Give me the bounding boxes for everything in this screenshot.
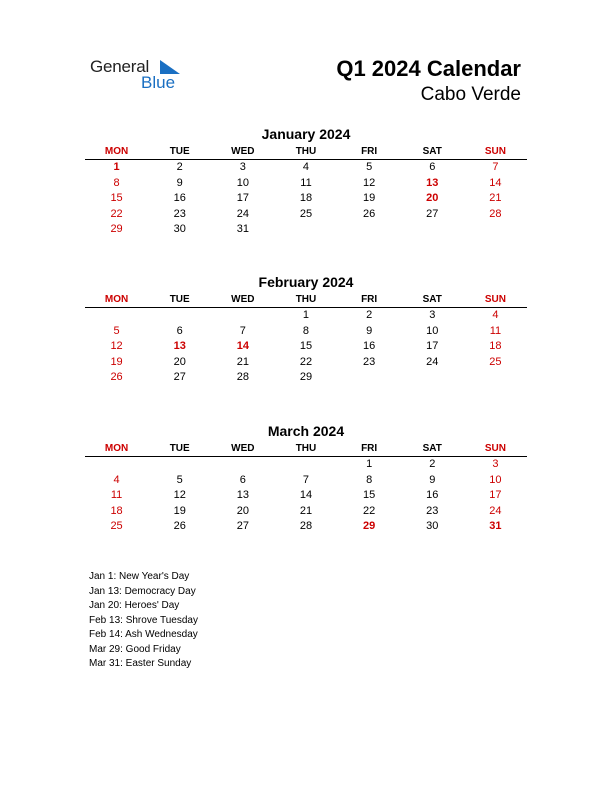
page-title: Q1 2024 Calendar xyxy=(336,56,521,81)
day-cell: 16 xyxy=(426,489,439,501)
day-cell xyxy=(338,222,401,238)
weekday-label: TUE xyxy=(169,443,190,454)
day-cell: 4 xyxy=(302,161,310,173)
day-cell: 15 xyxy=(363,489,376,501)
week-row xyxy=(85,176,527,192)
holiday-item: Feb 14: Ash Wednesday xyxy=(89,629,198,640)
day-cell: 12 xyxy=(363,176,376,189)
logo-word-blue: Blue xyxy=(141,73,176,92)
day-cell: 2 xyxy=(429,458,436,470)
weekday-label: FRI xyxy=(361,146,378,157)
day-cell: 17 xyxy=(489,489,502,501)
day-cell: 30 xyxy=(426,520,439,532)
day-cell xyxy=(464,370,527,386)
day-cell xyxy=(211,457,274,473)
day-cell: 1 xyxy=(302,309,310,321)
logo-triangle-icon xyxy=(160,60,180,74)
day-cell: 6 xyxy=(239,473,246,486)
day-cell: 23 xyxy=(426,504,439,517)
day-cell: 18 xyxy=(299,192,313,204)
day-cell: 28 xyxy=(299,520,313,532)
day-cell xyxy=(401,222,464,238)
day-cell: 2 xyxy=(176,161,183,173)
logo-word-general: General xyxy=(90,57,150,76)
weekday-header xyxy=(85,144,527,160)
day-cell: 21 xyxy=(489,192,502,204)
holiday-item: Jan 1: New Year's Day xyxy=(89,571,190,582)
day-cell: 28 xyxy=(236,371,249,383)
day-cell: 14 xyxy=(236,340,249,352)
week-row xyxy=(85,504,527,520)
day-cell: 9 xyxy=(176,176,183,189)
day-cell: 13 xyxy=(173,340,186,352)
day-cell: 3 xyxy=(429,309,436,321)
week-row xyxy=(85,207,527,223)
day-cell: 25 xyxy=(299,207,313,220)
day-cell: 13 xyxy=(236,489,249,501)
day-cell: 20 xyxy=(173,355,186,368)
day-cell: 1 xyxy=(366,458,373,470)
weekday-label: MON xyxy=(104,294,129,305)
day-cell: 14 xyxy=(489,176,502,189)
week-row xyxy=(85,457,527,473)
day-cell: 19 xyxy=(363,192,376,204)
weekday-label: THU xyxy=(295,146,317,157)
week-row xyxy=(85,191,527,207)
day-cell: 18 xyxy=(110,504,123,517)
day-cell: 27 xyxy=(236,520,249,532)
day-cell: 24 xyxy=(489,504,502,517)
week-row xyxy=(85,370,527,386)
day-cell: 26 xyxy=(363,207,376,220)
day-cell xyxy=(85,457,148,473)
generalblue-logo xyxy=(90,57,190,91)
weekday-label: TUE xyxy=(169,146,190,157)
day-cell: 10 xyxy=(236,176,249,189)
day-cell: 26 xyxy=(110,371,123,383)
day-cell: 3 xyxy=(239,161,246,173)
day-cell: 9 xyxy=(429,473,436,486)
weekday-label: SUN xyxy=(484,146,506,157)
day-cell: 31 xyxy=(489,520,502,532)
day-cell: 11 xyxy=(300,176,312,189)
day-cell: 5 xyxy=(176,473,183,486)
day-cell: 7 xyxy=(492,161,499,173)
weekday-label: FRI xyxy=(361,294,378,305)
holiday-list xyxy=(89,570,198,672)
month-block xyxy=(85,422,527,535)
holiday-item: Feb 13: Shrove Tuesday xyxy=(89,614,198,626)
day-cell: 31 xyxy=(236,223,249,235)
day-cell: 24 xyxy=(236,207,249,220)
day-cell: 25 xyxy=(110,520,123,532)
weekday-header xyxy=(85,441,527,457)
week-row xyxy=(85,339,527,355)
day-cell: 17 xyxy=(236,192,249,204)
day-cell: 9 xyxy=(366,324,373,337)
day-cell: 22 xyxy=(110,207,123,220)
day-cell: 16 xyxy=(173,192,186,204)
day-cell xyxy=(148,308,211,324)
week-row xyxy=(85,473,527,489)
weekday-label: WED xyxy=(231,146,255,157)
day-cell xyxy=(148,457,211,473)
week-row xyxy=(85,308,527,324)
day-cell: 19 xyxy=(110,355,123,368)
weekday-label: WED xyxy=(231,294,255,305)
day-cell: 8 xyxy=(302,324,310,337)
day-cell xyxy=(464,222,527,238)
weekday-label: SAT xyxy=(422,294,442,305)
day-cell xyxy=(401,370,464,386)
week-row xyxy=(85,324,527,340)
day-cell xyxy=(274,222,337,238)
day-cell: 29 xyxy=(363,520,376,532)
holiday-item: Jan 13: Democracy Day xyxy=(89,585,196,597)
weekday-label: THU xyxy=(295,294,317,305)
weekday-label: TUE xyxy=(169,294,190,305)
day-cell: 12 xyxy=(110,340,123,352)
week-row xyxy=(85,519,527,535)
day-cell: 6 xyxy=(176,324,183,337)
weekday-label: SUN xyxy=(484,294,506,305)
day-cell: 8 xyxy=(366,473,373,486)
holiday-item: Mar 31: Easter Sunday xyxy=(89,658,192,669)
day-cell: 23 xyxy=(363,355,376,368)
day-cell: 18 xyxy=(489,340,502,352)
week-row xyxy=(85,355,527,371)
month-title: March 2024 xyxy=(267,423,345,439)
day-cell: 22 xyxy=(299,355,313,368)
day-cell: 7 xyxy=(239,324,246,337)
week-row xyxy=(85,488,527,504)
day-cell: 11 xyxy=(110,489,123,501)
day-cell: 23 xyxy=(173,207,186,220)
day-cell: 7 xyxy=(302,473,310,486)
day-cell: 24 xyxy=(426,355,439,368)
day-cell: 3 xyxy=(492,458,499,470)
day-cell: 15 xyxy=(110,192,123,204)
day-cell: 21 xyxy=(299,504,313,517)
weekday-label: MON xyxy=(104,443,129,454)
day-cell: 29 xyxy=(299,371,313,383)
day-cell: 13 xyxy=(426,176,439,189)
weekday-label: FRI xyxy=(361,443,378,454)
day-cell: 20 xyxy=(236,504,249,517)
day-cell: 17 xyxy=(426,340,439,352)
weekday-label: THU xyxy=(295,443,317,454)
month-block xyxy=(85,273,527,386)
month-title: February 2024 xyxy=(258,274,354,290)
day-cell: 4 xyxy=(492,309,499,321)
day-cell: 6 xyxy=(429,161,436,173)
day-cell: 27 xyxy=(173,371,186,383)
day-cell: 15 xyxy=(299,340,313,352)
weekday-label: SAT xyxy=(422,443,442,454)
month-block xyxy=(85,125,527,238)
day-cell: 5 xyxy=(113,324,120,337)
day-cell: 16 xyxy=(363,340,376,352)
day-cell: 26 xyxy=(173,520,186,532)
day-cell: 5 xyxy=(366,161,373,173)
day-cell: 30 xyxy=(173,223,186,235)
country-name: Cabo Verde xyxy=(420,84,521,105)
day-cell xyxy=(211,308,274,324)
weekday-label: SAT xyxy=(422,146,442,157)
day-cell: 27 xyxy=(426,207,439,220)
week-row xyxy=(85,222,527,238)
weekday-label: WED xyxy=(231,443,255,454)
day-cell: 1 xyxy=(113,161,120,173)
day-cell: 11 xyxy=(489,324,502,337)
holiday-item: Mar 29: Good Friday xyxy=(89,643,181,655)
weekday-label: MON xyxy=(104,146,129,157)
day-cell xyxy=(85,308,148,324)
day-cell: 22 xyxy=(363,504,376,517)
day-cell: 12 xyxy=(173,489,186,501)
weekday-label: SUN xyxy=(484,443,506,454)
day-cell: 2 xyxy=(366,309,373,321)
day-cell: 29 xyxy=(110,223,123,235)
day-cell: 8 xyxy=(113,176,120,189)
day-cell: 20 xyxy=(426,192,439,204)
day-cell: 10 xyxy=(489,473,502,486)
month-title: January 2024 xyxy=(261,126,351,142)
holiday-item: Jan 20: Heroes' Day xyxy=(89,600,180,611)
day-cell: 25 xyxy=(489,355,502,368)
day-cell: 19 xyxy=(173,504,186,517)
weekday-header xyxy=(85,292,527,308)
day-cell: 4 xyxy=(113,473,120,486)
day-cell: 28 xyxy=(489,207,502,220)
day-cell xyxy=(338,370,401,386)
day-cell xyxy=(274,457,337,473)
day-cell: 14 xyxy=(299,489,313,501)
day-cell: 10 xyxy=(426,324,439,337)
week-row xyxy=(85,160,527,176)
day-cell: 21 xyxy=(236,355,249,368)
